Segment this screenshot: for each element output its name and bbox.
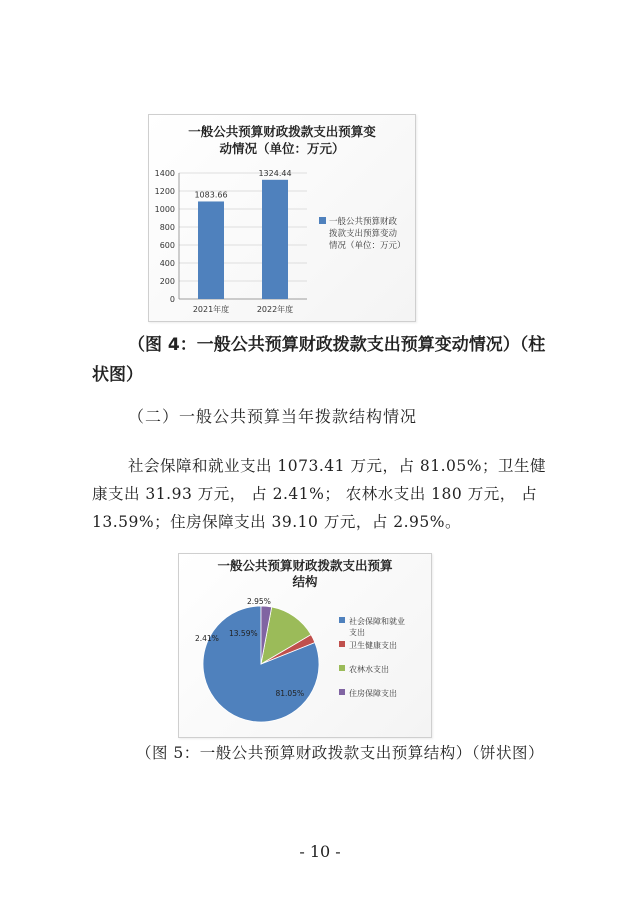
bar-ytick-2: 400 (159, 259, 175, 268)
section-heading: （二）一般公共预算当年拨款结构情况 (128, 407, 418, 426)
bar-chart-svg (149, 115, 415, 321)
bar-ytick-6: 1200 (154, 187, 175, 196)
pie-legend-label-2: 农林水支出 (349, 665, 389, 674)
pie-chart-frame (178, 553, 432, 738)
figure4-caption (92, 330, 562, 390)
pie-data-label-0: 81.05% (275, 688, 305, 698)
bar-1 (262, 180, 288, 299)
bar-xtick-0: 2021年度 (192, 305, 230, 314)
pie-chart-title-line1: 一般公共预算财政拨款支出预算 (217, 558, 393, 573)
paragraph-line1: 社会保障和就业支出 1073.41 万元，占 81.05%；卫生健 (128, 457, 546, 475)
pie-legend-label-0b: 支出 (349, 628, 365, 637)
page-number: - 10 - (299, 842, 341, 861)
bar-legend-swatch (319, 217, 326, 224)
pie-legend-label-1: 卫生健康支出 (349, 641, 397, 650)
bar-ytick-3: 600 (159, 241, 175, 250)
pie-legend-swatch-1 (339, 641, 345, 647)
pie-legend-label-0: 社会保障和就业 (349, 617, 405, 626)
pie-chart-title-line2: 结构 (292, 574, 318, 589)
pie-legend-swatch-3 (339, 689, 345, 695)
bar-ytick-1: 200 (159, 277, 175, 286)
bar-ytick-7: 1400 (154, 169, 175, 178)
pie-data-label-3: 2.95% (247, 597, 271, 606)
paragraph-line2: 康支出 31.93 万元， 占 2.41%； 农林水支出 180 万元， 占 (92, 485, 538, 503)
bar-0 (198, 201, 224, 299)
bar-legend-line1: 一般公共预算财政 (329, 217, 398, 227)
pie-legend (339, 616, 405, 698)
figure4-caption-line2: 状图） (92, 365, 143, 385)
figure4-caption-line1: （图 4：一般公共预算财政拨款支出预算变动情况）（柱 (128, 335, 546, 355)
pie-data-label-2: 13.59% (229, 629, 258, 638)
pie-chart-svg (179, 554, 431, 737)
paragraph-line3: 13.59%；住房保障支出 39.10 万元，占 2.95%。 (92, 513, 461, 531)
bar-ytick-0: 0 (169, 295, 175, 304)
bar-data-label-0: 1083.66 (194, 190, 228, 200)
pie-legend-swatch-0 (339, 617, 345, 623)
bar-chart-title-line2: 动情况（单位：万元） (219, 141, 345, 156)
bar-chart-frame (148, 114, 416, 322)
pie-data-label-1: 2.41% (195, 634, 219, 643)
bar-xtick-1: 2022年度 (256, 305, 294, 314)
bar-chart-title-line1: 一般公共预算财政拨款支出预算变 (188, 124, 376, 139)
bar-ytick-5: 1000 (154, 205, 175, 214)
figure5-caption: （图 5：一般公共预算财政拨款支出预算结构）（饼状图） (136, 744, 545, 762)
bar-legend-line2: 拨款支出预算变动 (329, 229, 398, 239)
bar-ytick-4: 800 (159, 223, 175, 232)
pie-legend-swatch-2 (339, 665, 345, 671)
pie-legend-label-3: 住房保障支出 (349, 689, 397, 698)
bar-data-label-1: 1324.44 (258, 168, 292, 178)
body-paragraph (92, 452, 558, 536)
bar-legend-line3: 情况（单位：万元） (329, 241, 406, 251)
